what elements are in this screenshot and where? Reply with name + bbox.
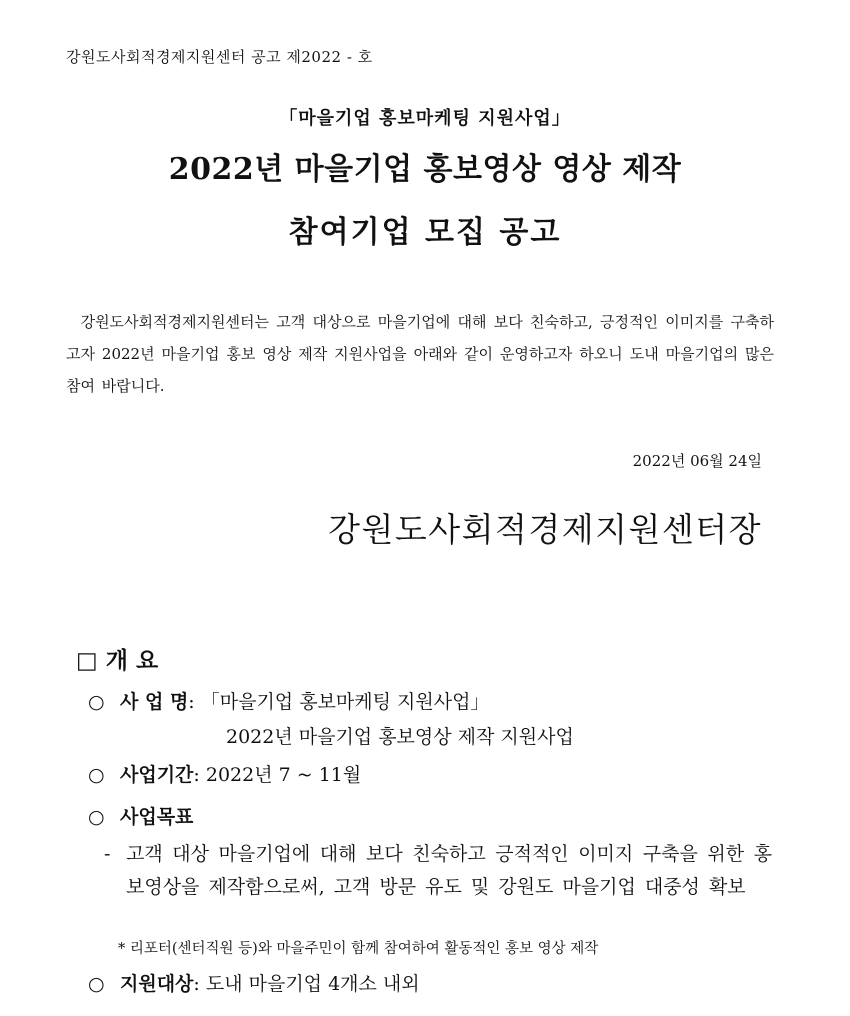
circle-bullet-icon: ○ [88,691,105,713]
item-colon: : [188,691,195,713]
item-value: 「마을기업 홍보마케팅 지원사업」 [200,691,490,713]
announcement-date: 2022년 06월 24일 [632,452,762,470]
item-label: 사업기간 [120,764,194,786]
document-number: 강원도사회적경제지원센터 공고 제2022 - 호 [66,48,373,66]
circle-bullet-icon: ○ [88,806,105,828]
circle-bullet-icon: ○ [88,973,105,995]
square-box-icon: □ [76,648,98,674]
page-title: 2022년 마을기업 홍보영상 영상 제작 [168,152,682,187]
item-label: 사 업 명 [120,691,189,713]
section-heading [76,642,158,675]
dash-bullet: - [104,843,111,865]
intro-text: 강원도사회적경제지원센터는 고객 대상으로 마을기업에 대해 보다 친숙하고, 긍정적인 이미지를 구축하고자 2022년 마을기업 홍보 영상 제작 지원사업을 아래와 같이 운영하고자 하오니 도내 마을기업의 많은 참여 바랍니다. [66,313,774,395]
item-project-name [88,687,489,714]
item-target [88,969,420,996]
item-label: 사업목표 [120,806,194,828]
item-period [88,760,361,787]
item-colon: : [193,973,200,995]
item-project-name-line2: 2022년 마을기업 홍보영상 제작 지원사업 [226,726,574,748]
program-subtitle: 「마을기업 홍보마케팅 지원사업」 [279,108,571,129]
goal-text: 고객 대상 마을기업에 대해 보다 친숙하고 긍적적인 이미지 구축을 위한 홍보영상을 제작함으로써, 고객 방문 유도 및 강원도 마을기업 대중성 확보 [126,843,772,898]
intro-paragraph [66,306,774,402]
item-goal [88,802,193,829]
item-value: 2022년 7 ~ 11월 [205,764,362,786]
circle-bullet-icon: ○ [88,764,105,786]
section-title: 개 요 [105,647,159,674]
item-value: 도내 마을기업 4개소 내외 [205,973,420,995]
goal-description [104,838,772,904]
signature-org: 강원도사회적경제지원센터장 [328,510,762,549]
goal-note: * 리포터(센터직원 등)와 마을주민이 함께 참여하여 활동적인 홍보 영상 제작 [118,941,599,957]
item-colon: : [193,764,200,786]
page-title-line2: 참여기업 모집 공고 [288,215,562,250]
item-label: 지원대상 [120,973,194,995]
